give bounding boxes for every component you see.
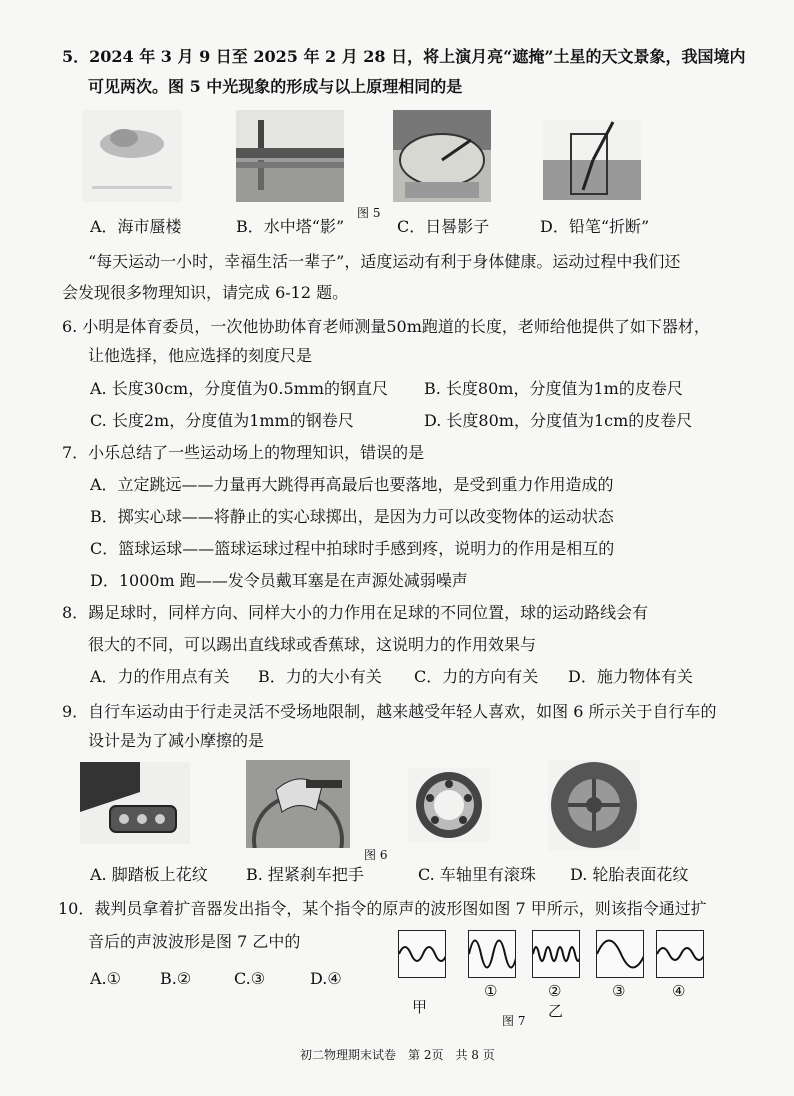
waveform-3	[596, 930, 644, 978]
sine-wave-icon	[533, 931, 579, 977]
q7-stem: 7．小乐总结了一些运动场上的物理知识，错误的是	[62, 443, 425, 462]
waveform-2	[532, 930, 580, 978]
waveform-jia	[398, 930, 446, 978]
tire-image	[548, 760, 640, 850]
q8-option-b: B．力的大小有关	[258, 667, 382, 686]
q9-option-a: A. 脚踏板上花纹	[90, 865, 208, 884]
waveform-1	[468, 930, 516, 978]
q9-option-c: C. 车轴里有滚珠	[418, 865, 536, 884]
pedal-image	[80, 762, 190, 844]
q5-option-a: A．海市蜃楼	[90, 217, 182, 236]
q8-option-d: D．施力物体有关	[568, 667, 693, 686]
brake-hand-icon	[246, 760, 350, 848]
q7-option-a: A．立定跳远——力量再大跳得再高最后也要落地，是受到重力作用造成的	[90, 475, 614, 494]
sundial-icon	[393, 110, 491, 202]
q8-option-c: C．力的方向有关	[414, 667, 539, 686]
q5-stem-line1: 5．2024 年 3 月 9 日至 2025 年 2 月 28 日，将上演月亮“遮掩”土星的天文景象，我国境内	[62, 47, 746, 66]
tower-icon	[236, 110, 344, 202]
q10-stem-line1: 10．裁判员拿着扩音器发出指令，某个指令的原声的波形图如图 7 甲所示，则该指令通过扩	[58, 899, 707, 918]
water-tower-reflection-image	[236, 110, 344, 202]
q10-option-d: D.④	[310, 969, 342, 988]
q10-stem-line2: 音后的声波波形是图 7 乙中的	[88, 932, 301, 951]
wave-label-1: ①	[484, 982, 498, 1000]
q5-option-b: B．水中塔“影”	[236, 217, 345, 236]
q6-option-c: C. 长度2m，分度值为1mm的钢卷尺	[90, 411, 354, 430]
sine-wave-icon	[657, 931, 703, 977]
wave-label-jia: 甲	[412, 998, 428, 1016]
sine-wave-icon	[597, 931, 643, 977]
sine-wave-icon	[399, 931, 445, 977]
intro-line1: “每天运动一小时，幸福生活一辈子”，适度运动有利于身体健康。运动过程中我们还	[88, 252, 681, 271]
wave-label-3: ③	[612, 982, 626, 1000]
brake-handle-image	[246, 760, 350, 848]
pencil-glass-icon	[543, 120, 641, 200]
q6-option-d: D. 长度80m，分度值为1cm的皮卷尺	[424, 411, 693, 430]
sundial-image	[393, 110, 491, 202]
q9-stem-line1: 9．自行车运动由于行走灵活不受场地限制，越来越受年轻人喜欢，如图 6 所示关于自行车的	[62, 702, 717, 721]
q9-option-d: D. 轮胎表面花纹	[570, 865, 689, 884]
q8-stem-line2: 很大的不同，可以踢出直线球或香蕉球，这说明力的作用效果与	[88, 635, 537, 654]
tire-icon	[548, 760, 640, 850]
mirage-icon	[82, 110, 182, 202]
pencil-in-glass-image	[543, 120, 641, 200]
pedal-icon	[80, 762, 190, 844]
sine-wave-icon	[469, 931, 515, 977]
q8-stem-line1: 8．踢足球时，同样方向、同样大小的力作用在足球的不同位置，球的运动路线会有	[62, 603, 649, 622]
q10-option-c: C.③	[234, 969, 266, 988]
q5-stem-line2: 可见两次。图 5 中光现象的形成与以上原理相同的是	[88, 77, 463, 96]
figure-5-caption: 图 5	[357, 206, 381, 220]
q7-option-c: C．篮球运球——篮球运球过程中拍球时手感到疼，说明力的作用是相互的	[90, 539, 615, 558]
q7-option-b: B．掷实心球——将静止的实心球掷出，是因为力可以改变物体的运动状态	[90, 507, 614, 526]
q6-stem-line1: 6. 小明是体育委员，一次他协助体育老师测量50m跑道的长度，老师给他提供了如下器材，	[62, 317, 710, 336]
wave-label-4: ④	[672, 982, 686, 1000]
page-footer: 初二物理期末试卷 第 2页 共 8 页	[300, 1048, 495, 1062]
intro-line2: 会发现很多物理知识，请完成 6-12 题。	[62, 283, 349, 302]
q7-option-d: D．1000m 跑——发令员戴耳塞是在声源处减弱噪声	[90, 571, 468, 590]
wave-label-2: ②	[548, 982, 562, 1000]
q8-option-a: A．力的作用点有关	[90, 667, 230, 686]
q10-option-a: A.①	[90, 969, 121, 988]
ball-bearing-icon	[408, 768, 490, 842]
q5-option-c: C．日晷影子	[397, 217, 490, 236]
q9-option-b: B. 捏紧刹车把手	[246, 865, 364, 884]
figure-6-caption: 图 6	[364, 848, 388, 862]
bearing-image	[408, 768, 490, 842]
q6-stem-line2: 让他选择，他应选择的刻度尺是	[88, 346, 313, 365]
figure-7-caption: 图 7	[502, 1014, 526, 1028]
q6-option-b: B. 长度80m，分度值为1m的皮卷尺	[424, 379, 683, 398]
q10-option-b: B.②	[160, 969, 192, 988]
waveform-4	[656, 930, 704, 978]
q6-option-a: A. 长度30cm，分度值为0.5mm的钢直尺	[90, 379, 389, 398]
mirage-image	[82, 110, 182, 202]
wave-label-yi: 乙	[548, 1002, 564, 1020]
q9-stem-line2: 设计是为了减小摩擦的是	[88, 731, 265, 750]
q5-option-d: D．铅笔“折断”	[540, 217, 650, 236]
